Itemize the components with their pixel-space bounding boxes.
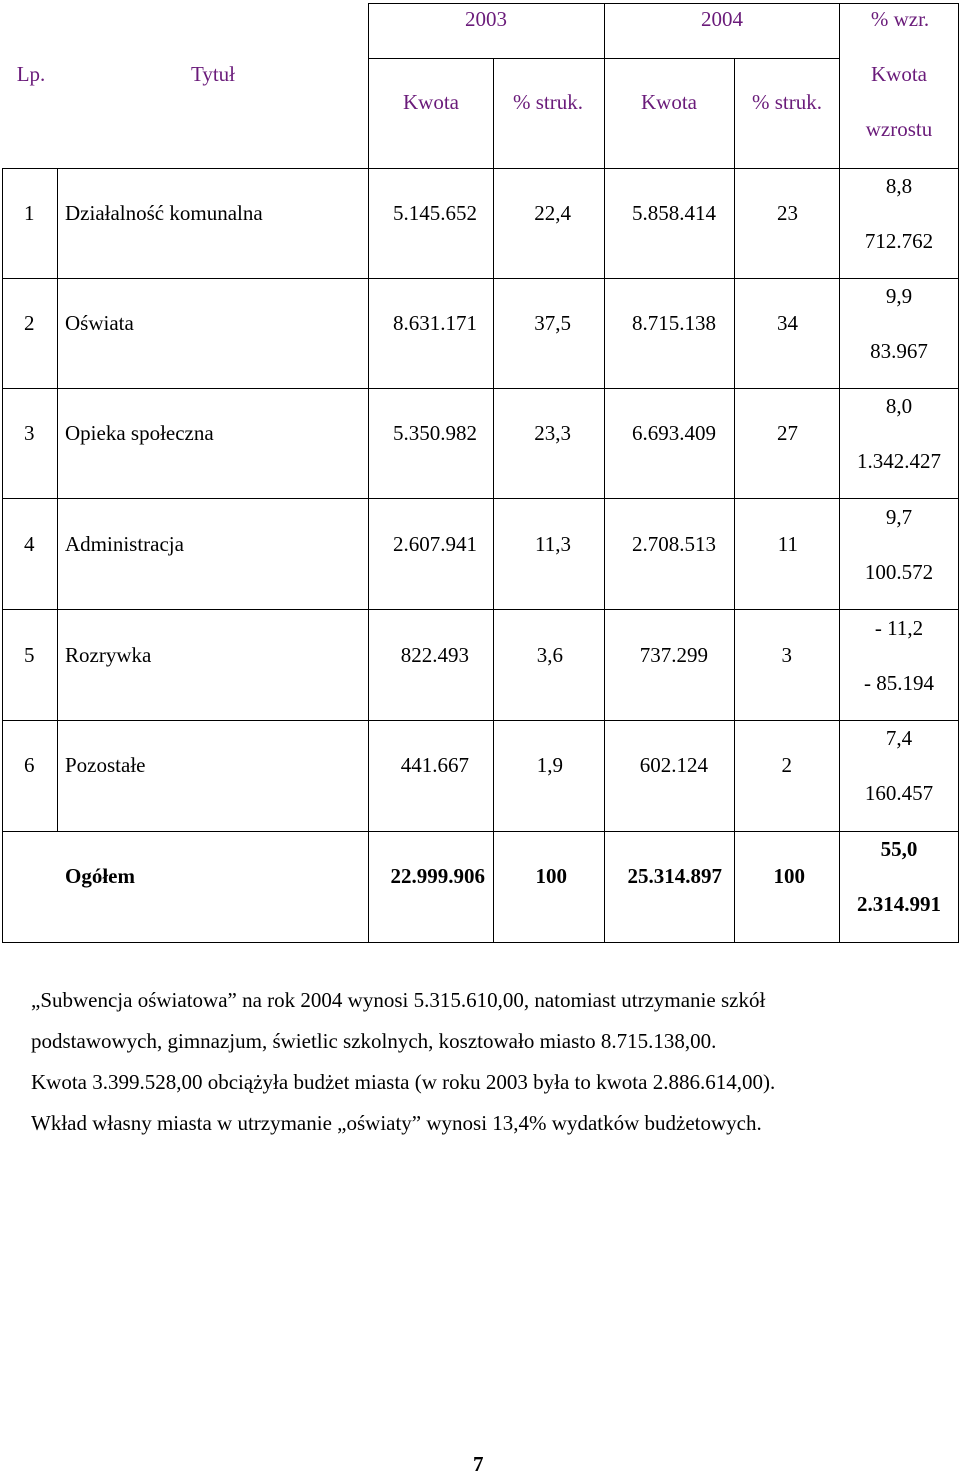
total-amount-2003: 22.999.906: [390, 864, 485, 888]
row-title: Opieka społeczna: [65, 421, 214, 445]
table-border: [2, 831, 959, 832]
row-structure-2003: 23,3: [534, 421, 571, 445]
row-title: Pozostałe: [65, 753, 146, 777]
row-structure-2004: 2: [781, 753, 792, 777]
paragraph-line: „Subwencja oświatowa” na rok 2004 wynosi 5.315.610,00, natomiast utrzymanie szkół: [31, 988, 766, 1012]
table-border: [368, 3, 369, 943]
total-amount-2004: 25.314.897: [627, 864, 722, 888]
header-growth-amount: wzrostu: [865, 117, 933, 141]
row-amount-2004: 2.708.513: [632, 532, 716, 556]
header-year-2004: 2004: [701, 7, 743, 31]
row-growth-amount: 83.967: [870, 339, 928, 363]
header-year-2003: 2003: [465, 7, 507, 31]
row-structure-2003: 11,3: [535, 532, 571, 556]
header-lp: Lp.: [16, 62, 46, 86]
page-number: 7: [473, 1452, 484, 1476]
header-title: Tytuł: [190, 62, 236, 86]
header-amount-2004: Kwota: [641, 90, 697, 114]
table-border: [368, 3, 959, 4]
table-border: [493, 58, 494, 943]
table-border: [2, 278, 959, 279]
row-structure-2004: 34: [777, 311, 798, 335]
table-border: [2, 168, 959, 169]
row-growth-amount: 100.572: [864, 560, 934, 584]
row-amount-2003: 2.607.941: [393, 532, 477, 556]
row-growth-pct: 9,7: [885, 505, 913, 529]
row-number: 4: [24, 532, 35, 556]
row-structure-2004: 11: [777, 532, 798, 556]
table-border: [2, 720, 959, 721]
row-number: 2: [24, 311, 35, 335]
row-structure-2004: 23: [777, 201, 798, 225]
row-amount-2003: 441.667: [400, 753, 469, 777]
table-border: [2, 168, 3, 943]
table-border: [734, 58, 735, 943]
row-number: 1: [24, 201, 35, 225]
header-pct-growth: % wzr.: [870, 7, 930, 31]
row-number: 6: [24, 753, 35, 777]
row-growth-pct: 9,9: [885, 284, 913, 308]
row-amount-2003: 822.493: [400, 643, 469, 667]
row-growth-amount: 712.762: [864, 229, 934, 253]
row-number: 3: [24, 421, 35, 445]
header-structure-2003: % struk.: [513, 90, 583, 114]
row-title: Rozrywka: [65, 643, 152, 667]
table-border: [604, 3, 605, 943]
row-structure-2004: 3: [781, 643, 792, 667]
row-amount-2004: 8.715.138: [632, 311, 716, 335]
total-growth-pct: 55,0: [880, 837, 918, 861]
table-border: [958, 3, 959, 943]
row-number: 5: [24, 643, 35, 667]
total-growth-amount: 2.314.991: [857, 892, 941, 916]
row-amount-2004: 6.693.409: [632, 421, 716, 445]
row-structure-2004: 27: [777, 421, 798, 445]
row-amount-2004: 737.299: [639, 643, 708, 667]
row-title: Administracja: [65, 532, 184, 556]
total-structure-2004: 100: [773, 864, 805, 888]
row-amount-2004: 602.124: [639, 753, 708, 777]
row-amount-2003: 5.145.652: [393, 201, 477, 225]
row-amount-2004: 5.858.414: [632, 201, 716, 225]
paragraph-line: Wkład własny miasta w utrzymanie „oświaty” wynosi 13,4% wydatków budżetowych.: [31, 1111, 762, 1135]
row-growth-amount: 160.457: [864, 781, 934, 805]
row-structure-2003: 37,5: [534, 311, 571, 335]
table-border: [2, 388, 959, 389]
row-structure-2003: 1,9: [536, 753, 563, 777]
row-growth-pct: 8,0: [885, 394, 913, 418]
row-structure-2003: 3,6: [536, 643, 563, 667]
paragraph-line: podstawowych, gimnazjum, świetlic szkolnych, kosztowało miasto 8.715.138,00.: [31, 1029, 717, 1053]
row-title: Działalność komunalna: [65, 201, 263, 225]
row-growth-pct: 7,4: [885, 726, 913, 750]
row-growth-pct: 8,8: [885, 174, 913, 198]
row-amount-2003: 8.631.171: [393, 311, 477, 335]
header-structure-2004: % struk.: [752, 90, 822, 114]
row-growth-pct: - 11,2: [874, 616, 924, 640]
row-amount-2003: 5.350.982: [393, 421, 477, 445]
table-border: [839, 3, 840, 943]
row-growth-amount: 1.342.427: [857, 449, 941, 473]
row-title: Oświata: [65, 311, 134, 335]
table-border: [2, 498, 959, 499]
header-amount-2003: Kwota: [403, 90, 459, 114]
table-border: [2, 942, 959, 943]
row-structure-2003: 22,4: [534, 201, 571, 225]
row-growth-amount: - 85.194: [864, 671, 934, 695]
paragraph-line: Kwota 3.399.528,00 obciążyła budżet miasta (w roku 2003 była to kwota 2.886.614,00).: [31, 1070, 776, 1094]
table-border: [2, 609, 959, 610]
total-structure-2003: 100: [535, 864, 567, 888]
total-title: Ogółem: [65, 864, 135, 888]
table-border: [57, 168, 58, 832]
header-growth-amount: Kwota: [871, 62, 927, 86]
